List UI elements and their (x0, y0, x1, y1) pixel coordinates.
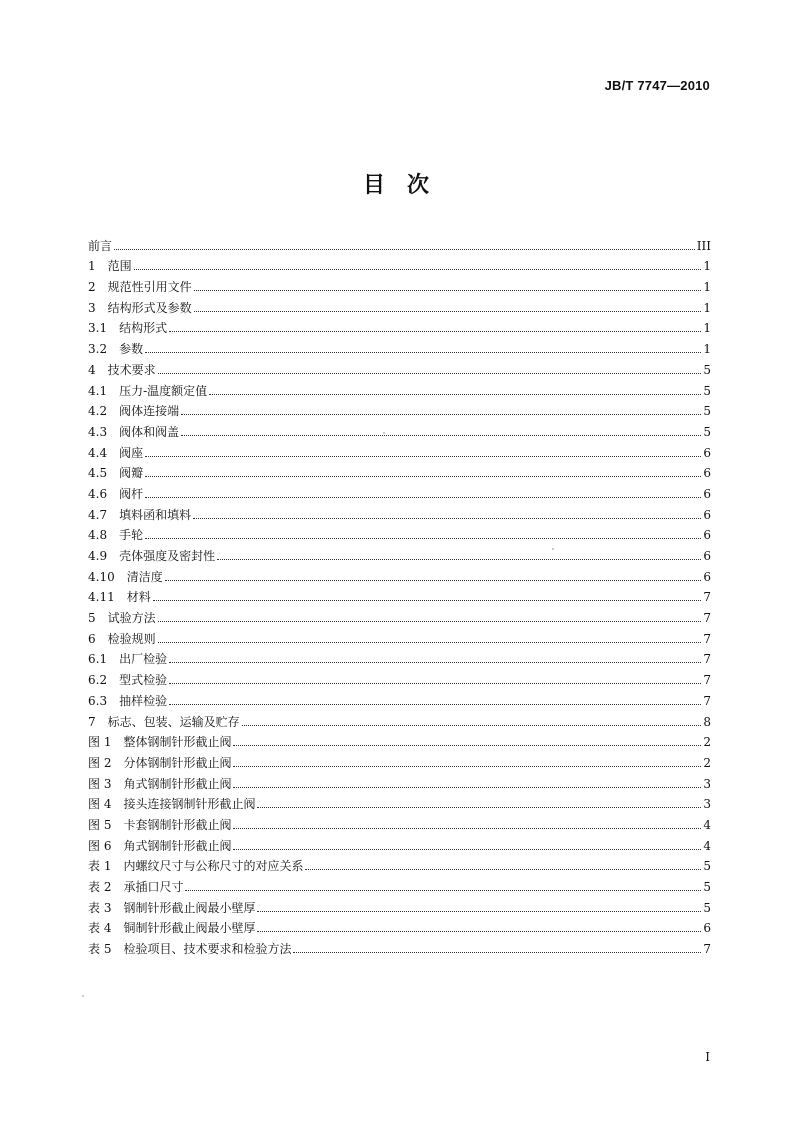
toc-entry-page: 7 (703, 611, 711, 626)
dot-leader (257, 910, 701, 912)
toc-entry-label: 检验项目、技术要求和检验方法 (123, 942, 292, 957)
toc-entry-page: 6 (703, 466, 711, 481)
toc-entry-page: 5 (703, 383, 711, 398)
toc-entry[interactable] (88, 873, 711, 894)
toc-entry-page: 5 (703, 424, 711, 439)
toc-entry[interactable] (88, 666, 711, 687)
toc-entry-page: 5 (703, 859, 711, 874)
page-title: 目 次 (362, 173, 429, 198)
dot-leader (169, 330, 701, 332)
toc-entry[interactable] (88, 253, 711, 274)
toc-entry-number: 图 1 (88, 735, 112, 750)
toc-entry-label: 试验方法 (107, 611, 156, 626)
toc-entry-page: 6 (703, 528, 711, 543)
dot-leader (217, 558, 701, 560)
toc-entry-number: 5 (88, 611, 96, 626)
toc-entry-label: 参数 (119, 342, 144, 357)
dot-leader (181, 413, 701, 415)
toc-entry-label: 抽样检验 (119, 693, 168, 708)
toc-entry[interactable] (88, 232, 711, 253)
toc-entry-number: 图 2 (88, 755, 112, 770)
dot-leader (194, 310, 701, 312)
toc-entry-number: 4.7 (88, 507, 108, 522)
toc-entry-label: 手轮 (119, 528, 144, 543)
toc-entry-label: 阀座 (119, 445, 144, 460)
dot-leader (158, 372, 701, 374)
toc-entry[interactable] (88, 315, 711, 336)
toc-entry-label: 结构形式 (119, 321, 168, 336)
toc-entry-page: 8 (703, 714, 711, 729)
toc-entry-number: 图 6 (88, 838, 112, 853)
toc-entry-page: 6 (703, 549, 711, 563)
toc-entry-label: 检验规则 (107, 631, 156, 646)
toc-entry-label: 范围 (107, 259, 132, 274)
toc-entry[interactable] (88, 522, 711, 543)
toc-entry-number: 2 (88, 280, 96, 295)
toc-entry-label: 规范性引用文件 (107, 280, 192, 295)
toc-entry-number: 6.2 (88, 673, 108, 688)
toc-entry-page: 7 (703, 590, 711, 605)
toc-entry[interactable] (88, 335, 711, 356)
toc-entry[interactable] (88, 563, 711, 584)
toc-entry-label: 标志、包装、运输及贮存 (107, 714, 240, 729)
dot-leader (181, 434, 701, 436)
toc-entry-number: 图 4 (88, 797, 112, 812)
toc-entry-page: 7 (703, 631, 711, 646)
toc-entry[interactable] (88, 915, 711, 936)
toc-entry-number: 4 (88, 362, 96, 377)
toc-entry-label: 阀杆 (119, 486, 144, 501)
toc-entry-page: 4 (703, 838, 711, 853)
toc-entry-label: 材料 (126, 590, 151, 605)
toc-entry-page: 7 (703, 652, 711, 667)
toc-entry-page: 5 (703, 362, 711, 377)
toc-entry[interactable] (88, 791, 711, 812)
toc-entry-label: 卡套钢制针形截止阀 (123, 817, 232, 832)
dot-leader (194, 289, 701, 291)
toc-entry-label: 前言 (88, 238, 113, 253)
dot-leader (134, 268, 701, 270)
dot-leader (185, 889, 701, 891)
dot-leader (209, 393, 701, 395)
toc-entry-number: 表 2 (88, 880, 112, 894)
toc-entry-number: 6.1 (88, 652, 108, 667)
dot-leader (145, 455, 701, 457)
toc-entry-label: 分体钢制针形截止阀 (123, 755, 232, 770)
toc-entry[interactable] (88, 729, 711, 750)
toc-entry-number: 4.11 (88, 590, 115, 605)
toc-entry-label: 壳体强度及密封性 (119, 549, 216, 563)
toc-entry-label: 压力-温度额定值 (119, 383, 208, 398)
dot-leader (293, 951, 701, 953)
dot-leader (169, 682, 701, 684)
toc-entry-page: 3 (703, 776, 711, 791)
toc-entry-label: 钢制针形截止阀最小壁厚 (123, 900, 256, 915)
toc-entry-page: 1 (703, 342, 711, 357)
dot-leader (169, 661, 701, 663)
toc-entry-label: 技术要求 (107, 362, 156, 377)
toc-entry-number: 7 (88, 714, 96, 729)
toc-entry[interactable] (88, 542, 711, 563)
toc-entry-label: 出厂检验 (119, 652, 168, 667)
toc-entry-label: 型式检验 (119, 673, 168, 688)
toc-entry-number: 6.3 (88, 693, 108, 708)
dot-leader (233, 744, 701, 746)
dot-leader (158, 620, 701, 622)
toc-entry-number: 4.1 (88, 383, 108, 398)
toc-entry-page: 7 (703, 673, 711, 688)
toc-entry[interactable] (88, 356, 711, 377)
dot-leader (114, 248, 695, 250)
toc-entry-number: 3.2 (88, 342, 108, 357)
toc-entry[interactable] (88, 749, 711, 770)
standard-code: JB/T 7747—2010 (604, 78, 710, 93)
toc-entry-number: 图 3 (88, 776, 112, 791)
toc-entry[interactable] (88, 439, 711, 460)
toc-entry-page: 7 (703, 942, 711, 957)
scan-speck (82, 995, 84, 997)
toc-entry[interactable] (88, 480, 711, 501)
dot-leader (169, 703, 701, 705)
toc-entry[interactable] (88, 273, 711, 294)
dot-leader (233, 786, 701, 788)
toc-entry[interactable] (88, 853, 711, 874)
toc-entry-page: 6 (703, 507, 711, 522)
toc-entry[interactable] (88, 398, 711, 419)
dot-leader (233, 765, 701, 767)
scan-speck (383, 432, 385, 434)
toc-entry-label: 结构形式及参数 (107, 300, 192, 315)
toc-entry[interactable] (88, 501, 711, 522)
toc-entry[interactable] (88, 646, 711, 667)
toc-entry-label: 清洁度 (126, 569, 163, 584)
toc-entry-number: 4.3 (88, 424, 108, 439)
toc-entry-number: 图 5 (88, 817, 112, 832)
toc-entry-label: 承插口尺寸 (123, 880, 184, 894)
toc-entry-page: 6 (703, 445, 711, 460)
toc-entry-label: 阀体和阀盖 (119, 424, 180, 439)
dot-leader (145, 496, 701, 498)
dot-leader (233, 827, 701, 829)
toc-entry-number: 4.9 (88, 549, 108, 563)
toc-entry-page: 2 (703, 755, 711, 770)
toc-entry[interactable] (88, 294, 711, 315)
toc-entry-page: 1 (703, 280, 711, 295)
dot-leader (145, 537, 701, 539)
toc-entry-label: 整体钢制针形截止阀 (123, 735, 232, 750)
toc-entry-number: 6 (88, 631, 96, 646)
toc-entry-page: 6 (703, 486, 711, 501)
toc-entry-page: 1 (703, 321, 711, 336)
toc-entry-page: 7 (703, 693, 711, 708)
toc-entry-number: 3 (88, 300, 96, 315)
toc-entry[interactable] (88, 832, 711, 853)
toc-entry[interactable] (88, 708, 711, 729)
scan-speck (552, 548, 554, 550)
dot-leader (242, 724, 701, 726)
toc-entry-page: 5 (703, 900, 711, 915)
dot-leader (153, 599, 701, 601)
dot-leader (305, 868, 701, 870)
toc-entry-number: 表 5 (88, 942, 112, 957)
toc-entry-page: 1 (703, 259, 711, 274)
toc-entry[interactable] (88, 770, 711, 791)
toc-entry-label: 接头连接钢制针形截止阀 (123, 797, 256, 812)
toc-entry-label: 阀体连接端 (119, 404, 180, 419)
dot-leader (257, 806, 701, 808)
toc-entry-number: 表 1 (88, 859, 112, 874)
dot-leader (145, 351, 701, 353)
toc-entry-number: 4.10 (88, 569, 115, 584)
toc-entry[interactable] (88, 625, 711, 646)
toc-entry-number: 4.8 (88, 528, 108, 543)
toc-entry[interactable] (88, 811, 711, 832)
toc-entry[interactable] (88, 894, 711, 915)
dot-leader (165, 579, 701, 581)
toc-entry-label: 阀瓣 (119, 466, 144, 481)
page-number: I (705, 1050, 710, 1064)
table-of-contents (88, 232, 711, 956)
toc-entry-label: 角式钢制针形截止阀 (123, 838, 232, 853)
toc-entry-label: 铜制针形截止阀最小壁厚 (123, 921, 256, 936)
dot-leader (233, 848, 701, 850)
toc-entry-page: 4 (703, 817, 711, 832)
toc-entry[interactable] (88, 604, 711, 625)
toc-entry-page: 3 (703, 797, 711, 812)
toc-entry-label: 填料函和填料 (119, 507, 192, 522)
toc-entry-page: 6 (703, 921, 711, 936)
toc-entry-number: 4.6 (88, 486, 108, 501)
toc-entry-number: 4.4 (88, 445, 108, 460)
toc-entry-label: 角式钢制针形截止阀 (123, 776, 232, 791)
toc-entry[interactable] (88, 584, 711, 605)
toc-entry-page: 6 (703, 569, 711, 584)
dot-leader (145, 475, 701, 477)
toc-entry-page: 1 (703, 300, 711, 315)
toc-entry-number: 表 4 (88, 921, 112, 936)
toc-entry-number: 表 3 (88, 900, 112, 915)
toc-entry-page: III (696, 238, 711, 253)
toc-entry[interactable] (88, 418, 711, 439)
toc-entry-label: 内螺纹尺寸与公称尺寸的对应关系 (123, 859, 304, 874)
toc-entry-page: 5 (703, 404, 711, 419)
dot-leader (257, 930, 701, 932)
toc-entry[interactable] (88, 460, 711, 481)
toc-entry-number: 4.5 (88, 466, 108, 481)
toc-entry-number: 3.1 (88, 321, 108, 336)
toc-entry[interactable] (88, 377, 711, 398)
toc-entry-page: 2 (703, 735, 711, 750)
toc-entry[interactable] (88, 935, 711, 956)
toc-entry-page: 5 (703, 880, 711, 894)
dot-leader (158, 641, 701, 643)
toc-entry-number: 1 (88, 259, 96, 274)
dot-leader (193, 517, 701, 519)
toc-entry-number: 4.2 (88, 404, 108, 419)
toc-entry[interactable] (88, 687, 711, 708)
